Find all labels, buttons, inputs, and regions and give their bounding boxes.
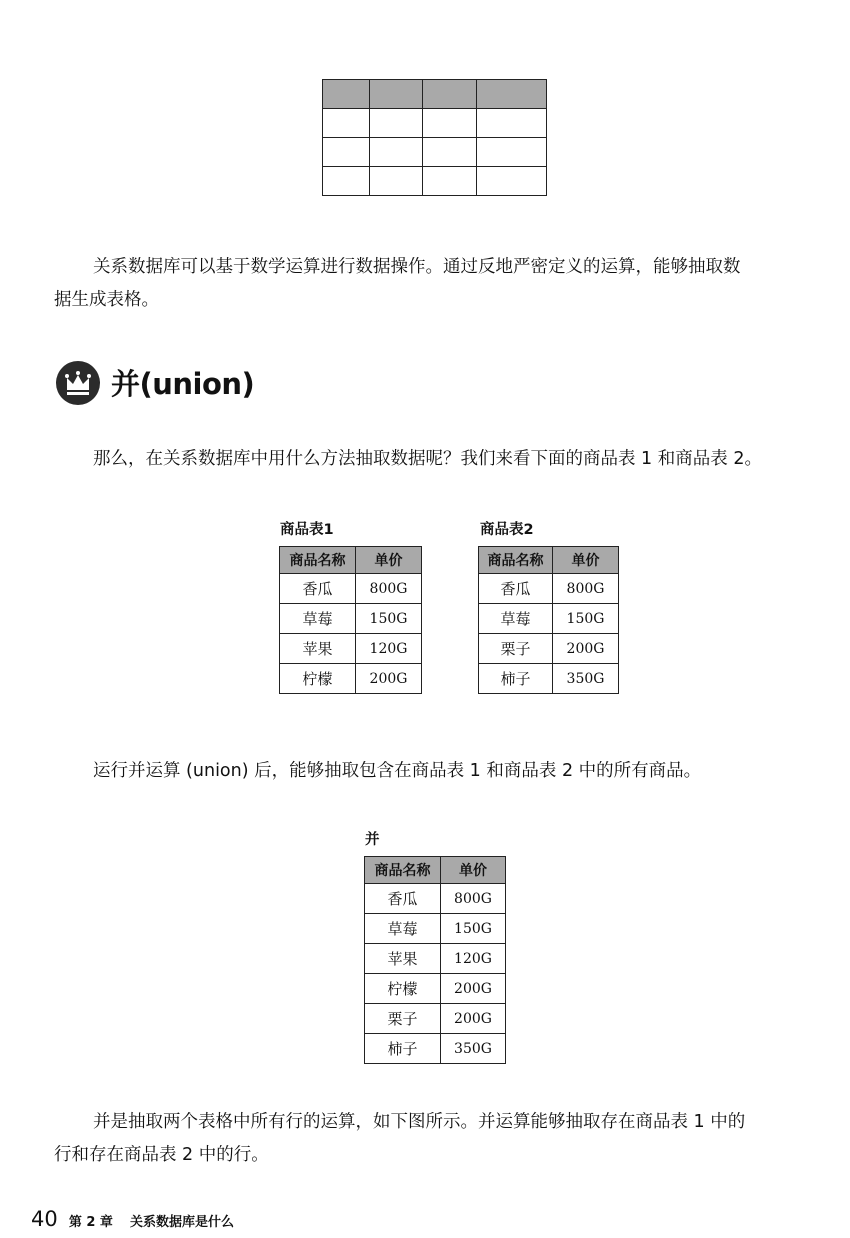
table-row xyxy=(365,1004,506,1034)
table-row xyxy=(365,944,506,974)
chapter-label: 第 2 章 xyxy=(68,1215,113,1230)
table-row xyxy=(280,664,422,694)
column-header-name: 商品名称 xyxy=(365,857,441,884)
cell-price: 150G xyxy=(356,604,422,634)
cell-name: 草莓 xyxy=(479,604,553,634)
column-header-price: 单价 xyxy=(356,547,422,574)
column-header-name: 商品名称 xyxy=(280,547,356,574)
question-paragraph: 那么，在关系数据库中用什么方法抽取数据呢？我们来看下面的商品表 1 和商品表 2。 xyxy=(93,449,762,469)
closing-paragraph-line1: 并是抽取两个表格中所有行的运算，如下图所示。并运算能够抽取存在商品表 1 中的 xyxy=(93,1112,746,1132)
cell-price: 200G xyxy=(356,664,422,694)
cell-price: 200G xyxy=(441,1004,506,1034)
product-table-1 xyxy=(279,546,422,694)
table-row xyxy=(365,884,506,914)
cell-price: 120G xyxy=(356,634,422,664)
table2-caption: 商品表2 xyxy=(480,522,534,538)
column-header-price: 单价 xyxy=(441,857,506,884)
cell-price: 150G xyxy=(441,914,506,944)
empty-table-figure xyxy=(322,79,547,196)
table-row xyxy=(479,634,619,664)
cell-name: 柠檬 xyxy=(365,974,441,1004)
cell-name: 栗子 xyxy=(365,1004,441,1034)
cell-name: 柿子 xyxy=(479,664,553,694)
cell-name: 香瓜 xyxy=(479,574,553,604)
cell-price: 200G xyxy=(553,634,619,664)
table-row xyxy=(365,1034,506,1064)
cell-name: 苹果 xyxy=(365,944,441,974)
cell-price: 120G xyxy=(441,944,506,974)
table1-caption: 商品表1 xyxy=(280,522,334,538)
column-header-name: 商品名称 xyxy=(479,547,553,574)
page-number: 40 xyxy=(31,1207,58,1231)
cell-price: 800G xyxy=(356,574,422,604)
cell-name: 栗子 xyxy=(479,634,553,664)
table-row xyxy=(280,634,422,664)
cell-price: 800G xyxy=(553,574,619,604)
cell-name: 草莓 xyxy=(365,914,441,944)
cell-price: 150G xyxy=(553,604,619,634)
cell-name: 柿子 xyxy=(365,1034,441,1064)
table-row xyxy=(479,604,619,634)
cell-price: 350G xyxy=(441,1034,506,1064)
table-row xyxy=(280,574,422,604)
cell-price: 350G xyxy=(553,664,619,694)
union-table xyxy=(364,856,506,1064)
cell-price: 200G xyxy=(441,974,506,1004)
cell-name: 柠檬 xyxy=(280,664,356,694)
column-header-price: 单价 xyxy=(553,547,619,574)
table-row xyxy=(365,914,506,944)
section-title: 并(union) xyxy=(111,367,255,401)
chapter-title: 关系数据库是什么 xyxy=(130,1215,235,1230)
union-paragraph: 运行并运算 (union) 后，能够抽取包含在商品表 1 和商品表 2 中的所有商品。 xyxy=(93,761,702,781)
intro-paragraph-line1: 关系数据库可以基于数学运算进行数据操作。通过反地严密定义的运算，能够抽取数 xyxy=(93,257,741,277)
crown-icon xyxy=(56,361,100,405)
union-table-caption: 并 xyxy=(365,832,380,848)
closing-paragraph-line2: 行和存在商品表 2 中的行。 xyxy=(54,1145,269,1165)
table-row xyxy=(280,604,422,634)
page-footer xyxy=(31,1207,234,1231)
cell-price: 800G xyxy=(441,884,506,914)
product-table-2 xyxy=(478,546,619,694)
table-row xyxy=(365,974,506,1004)
intro-paragraph-line2: 据生成表格。 xyxy=(54,290,159,310)
cell-name: 香瓜 xyxy=(365,884,441,914)
table-row xyxy=(479,664,619,694)
cell-name: 苹果 xyxy=(280,634,356,664)
cell-name: 香瓜 xyxy=(280,574,356,604)
cell-name: 草莓 xyxy=(280,604,356,634)
table-row xyxy=(479,574,619,604)
